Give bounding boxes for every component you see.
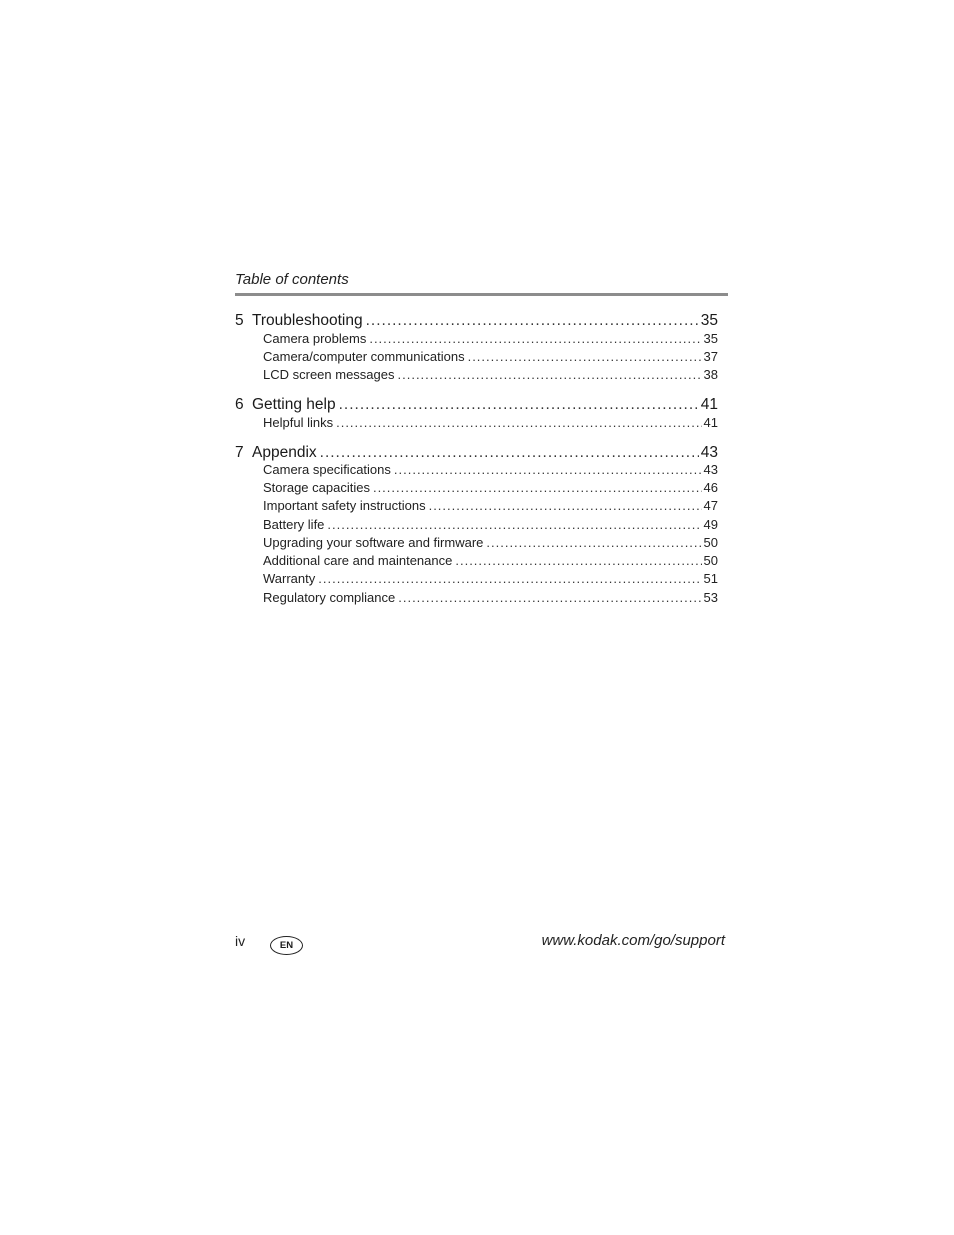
page-number: 51	[703, 571, 718, 586]
toc-section-camera-specifications[interactable]	[235, 462, 718, 480]
chapter-number: 6	[235, 396, 244, 413]
dot-leader	[398, 367, 702, 382]
toc-section-battery-life[interactable]	[235, 517, 718, 535]
section-label: LCD screen messages	[263, 367, 395, 382]
page-number: 41	[703, 415, 718, 430]
page-number: 37	[703, 349, 718, 364]
chapter-number: 5	[235, 312, 244, 329]
dot-leader	[429, 498, 702, 513]
dot-leader	[373, 480, 702, 495]
chapter-number: 7	[235, 444, 244, 461]
toc-section-regulatory-compliance[interactable]	[235, 590, 718, 608]
header-rule	[235, 293, 728, 296]
page-number: 35	[700, 312, 718, 329]
support-url-link[interactable]: www.kodak.com/go/support	[541, 932, 725, 949]
chapter-label: Getting help	[252, 396, 336, 413]
page-number: 46	[703, 480, 718, 495]
page-number: 53	[703, 590, 718, 605]
section-label: Upgrading your software and firmware	[263, 535, 484, 550]
section-label: Warranty	[263, 571, 316, 586]
section-label: Storage capacities	[263, 480, 370, 495]
page-number: 47	[703, 498, 718, 513]
section-label: Additional care and maintenance	[263, 553, 453, 568]
toc-section-warranty[interactable]	[235, 571, 718, 589]
footer-page-number: iv	[235, 933, 246, 949]
dot-leader	[320, 444, 699, 462]
toc-section-lcd-screen-messages[interactable]	[235, 367, 718, 385]
language-badge: EN	[270, 936, 303, 955]
page-number: 49	[703, 517, 718, 532]
toc-section-camera-computer-communications[interactable]	[235, 349, 718, 367]
section-label: Camera problems	[263, 331, 367, 346]
section-label: Regulatory compliance	[263, 590, 396, 605]
page-number: 35	[703, 331, 718, 346]
dot-leader	[327, 517, 701, 532]
page-number: 50	[703, 553, 718, 568]
dot-leader	[455, 553, 701, 568]
section-label: Helpful links	[263, 415, 334, 430]
dot-leader	[486, 535, 701, 550]
toc-section-important-safety-instructions[interactable]	[235, 498, 718, 516]
toc-section-helpful-links[interactable]	[235, 415, 718, 433]
toc-chapter-getting-help[interactable]	[235, 396, 718, 416]
page-number: 50	[703, 535, 718, 550]
section-label: Camera/computer communications	[263, 349, 465, 364]
dot-leader	[318, 571, 701, 586]
page-number: 41	[700, 396, 718, 413]
page-number: 38	[703, 367, 718, 382]
dot-leader	[394, 462, 702, 477]
page-number: 43	[700, 444, 718, 461]
dot-leader	[339, 396, 699, 414]
page-number: 43	[703, 462, 718, 477]
section-label: Important safety instructions	[263, 498, 426, 513]
toc-section-upgrading-software-firmware[interactable]	[235, 535, 718, 553]
toc-chapter-troubleshooting[interactable]	[235, 312, 718, 332]
dot-leader	[398, 590, 701, 605]
section-label: Camera specifications	[263, 462, 391, 477]
dot-leader	[468, 349, 702, 364]
page-header-title: Table of contents	[235, 271, 349, 288]
dot-leader	[336, 415, 701, 430]
dot-leader	[369, 331, 701, 346]
chapter-label: Troubleshooting	[252, 312, 363, 329]
section-label: Battery life	[263, 517, 325, 532]
toc-section-additional-care[interactable]	[235, 553, 718, 571]
toc-section-storage-capacities[interactable]	[235, 480, 718, 498]
chapter-label: Appendix	[252, 444, 317, 461]
toc-section-camera-problems[interactable]	[235, 331, 718, 349]
dot-leader	[366, 312, 699, 330]
toc-chapter-appendix[interactable]	[235, 444, 718, 464]
